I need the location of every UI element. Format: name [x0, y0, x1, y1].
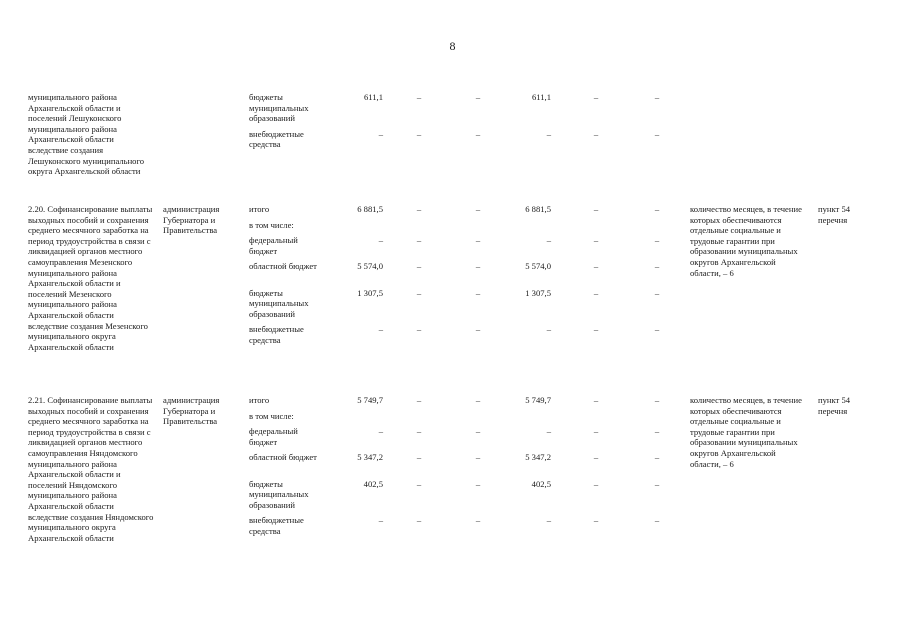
- year3-value: 402,5: [531, 478, 551, 489]
- year2-value: –: [475, 235, 481, 246]
- year5-value: –: [654, 426, 660, 437]
- year5-value: –: [654, 128, 660, 139]
- year4-value: –: [593, 324, 599, 335]
- year5-value: –: [654, 452, 660, 463]
- measure-name: 2.20. Софинансирование выплаты выходных пособий и сохранения среднего месячного заработка на период трудоустройства в связи с ликвидацией органов местного самоуправления Мезенского муниципального района Архангельской области и поселений Мезенского муниципального района Архангельской области вследствие создания Мезенского муниципального округа Архангельской области: [28, 204, 153, 352]
- year3-value: 611,1: [531, 92, 551, 102]
- funding-source: бюджеты муниципальных образований: [249, 287, 309, 319]
- funding-source: бюджеты муниципальных образований: [249, 92, 309, 124]
- year1-value: –: [416, 235, 422, 246]
- year5-value: –: [654, 261, 660, 272]
- year2-value: –: [475, 261, 481, 272]
- table-row: [249, 452, 689, 473]
- funding-source: бюджеты муниципальных образований: [249, 478, 309, 510]
- year2-value: –: [475, 515, 481, 526]
- year3-value: 5 574,0: [525, 261, 551, 272]
- table-row: [249, 426, 689, 447]
- list-reference: пункт 54 перечня: [818, 395, 851, 416]
- year2-value: –: [475, 478, 481, 489]
- year1-value: –: [416, 92, 422, 102]
- total-value: 5 347,2: [357, 452, 383, 463]
- funding-rows: [249, 92, 689, 150]
- funding-source: итого: [249, 395, 270, 405]
- total-value: 1 307,5: [357, 287, 383, 298]
- funding-source: внебюджетные средства: [249, 128, 304, 150]
- year2-value: –: [475, 287, 481, 298]
- table-row: [249, 261, 689, 282]
- year4-value: –: [593, 92, 599, 102]
- year5-value: –: [654, 287, 660, 298]
- year3-value: –: [546, 515, 551, 526]
- year4-value: –: [593, 395, 599, 405]
- total-value: 5 574,0: [357, 261, 383, 272]
- year4-value: –: [593, 287, 599, 298]
- year3-value: 1 307,5: [525, 287, 551, 298]
- year3-value: 5 347,2: [525, 452, 551, 463]
- year4-value: –: [593, 128, 599, 139]
- table-row: [249, 395, 689, 406]
- measure-name: муниципального района Архангельской области и поселений Лешуконского муниципального района Архангельской области вследствие создания Лешуконского муниципального округа Архангельской области: [28, 92, 145, 177]
- table-row: [249, 204, 689, 215]
- list-reference: пункт 54 перечня: [818, 204, 851, 225]
- table-row: [249, 129, 689, 150]
- year1-value: –: [416, 204, 422, 214]
- year4-value: –: [593, 426, 599, 437]
- year2-value: –: [475, 92, 481, 102]
- funding-source: внебюджетные средства: [249, 324, 304, 345]
- result-indicator: количество месяцев, в течение которых обеспечиваются отдельные социальные и трудовые гарантии при образовании муниципальных округов Архангельской области, – 6: [690, 395, 802, 469]
- total-value: 611,1: [363, 92, 383, 102]
- year5-value: –: [654, 92, 660, 102]
- year3-value: –: [546, 324, 551, 335]
- page-number: 8: [449, 39, 456, 53]
- year3-value: 5 749,7: [525, 395, 551, 405]
- total-value: 402,5: [363, 478, 383, 489]
- year1-value: –: [416, 515, 422, 526]
- funding-rows: [249, 204, 689, 346]
- table-row: [249, 220, 689, 231]
- table-row: [249, 411, 689, 422]
- table-row: [249, 324, 689, 345]
- year2-value: –: [475, 395, 481, 405]
- total-value: –: [378, 128, 383, 139]
- funding-source: областной бюджет: [249, 261, 317, 272]
- table-row: [249, 235, 689, 256]
- year5-value: –: [654, 395, 660, 405]
- funding-source: федеральный бюджет: [249, 235, 298, 256]
- total-value: 5 749,7: [357, 395, 383, 405]
- year5-value: –: [654, 235, 660, 246]
- table-row: [249, 479, 689, 511]
- year3-value: –: [546, 128, 551, 139]
- year1-value: –: [416, 261, 422, 272]
- funding-source: итого: [249, 204, 270, 214]
- year5-value: –: [654, 324, 660, 335]
- table-row: [249, 515, 689, 536]
- funding-source: в том числе:: [249, 410, 294, 421]
- year1-value: –: [416, 478, 422, 489]
- result-indicator: количество месяцев, в течение которых обеспечиваются отдельные социальные и трудовые гарантии при образовании муниципальных округов Архангельской области, – 6: [690, 204, 802, 278]
- year1-value: –: [416, 287, 422, 298]
- year5-value: –: [654, 515, 660, 526]
- year3-value: –: [546, 426, 551, 437]
- funding-rows: [249, 395, 689, 537]
- table-row: [249, 288, 689, 320]
- table-row: [249, 92, 689, 124]
- funding-source: федеральный бюджет: [249, 426, 298, 447]
- year4-value: –: [593, 452, 599, 463]
- funding-source: внебюджетные средства: [249, 515, 304, 536]
- year2-value: –: [475, 128, 481, 139]
- year1-value: –: [416, 128, 422, 139]
- total-value: –: [378, 324, 383, 335]
- funding-source: областной бюджет: [249, 452, 317, 463]
- year4-value: –: [593, 204, 599, 214]
- total-value: 6 881,5: [357, 204, 383, 214]
- year4-value: –: [593, 235, 599, 246]
- year4-value: –: [593, 478, 599, 489]
- year2-value: –: [475, 452, 481, 463]
- year1-value: –: [416, 452, 422, 463]
- year1-value: –: [416, 395, 422, 405]
- executor: администрация Губернатора и Правительства: [163, 395, 220, 427]
- executor: администрация Губернатора и Правительства: [163, 204, 220, 236]
- year2-value: –: [475, 324, 481, 335]
- year4-value: –: [593, 261, 599, 272]
- total-value: –: [378, 235, 383, 246]
- year4-value: –: [593, 515, 599, 526]
- year5-value: –: [654, 204, 660, 214]
- year1-value: –: [416, 324, 422, 335]
- year5-value: –: [654, 478, 660, 489]
- total-value: –: [378, 426, 383, 437]
- year2-value: –: [475, 426, 481, 437]
- year3-value: –: [546, 235, 551, 246]
- total-value: –: [378, 515, 383, 526]
- measure-name: 2.21. Софинансирование выплаты выходных пособий и сохранения среднего месячного заработка на период трудоустройства в связи с ликвидацией органов местного самоуправления Няндомского муниципального района Архангельской области и поселений Няндомского муниципального района Архангельской области вследствие создания Няндомского муниципального округа Архангельской области: [28, 395, 154, 543]
- year3-value: 6 881,5: [525, 204, 551, 214]
- year2-value: –: [475, 204, 481, 214]
- funding-source: в том числе:: [249, 219, 294, 230]
- year1-value: –: [416, 426, 422, 437]
